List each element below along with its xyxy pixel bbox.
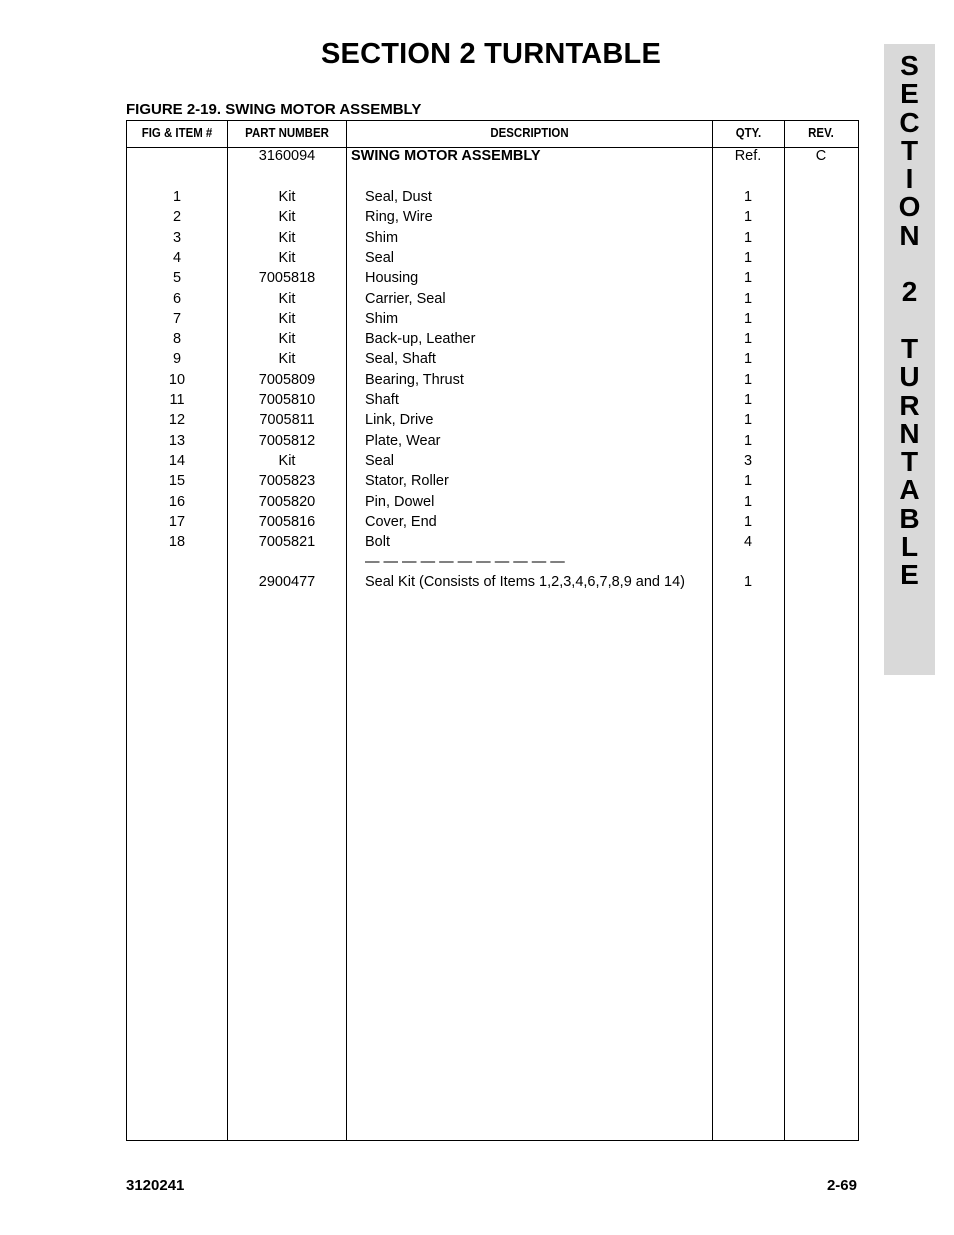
description: SWING MOTOR ASSEMBLY <box>351 148 541 164</box>
table-row <box>127 512 858 532</box>
side-tab-letter: N <box>899 219 920 251</box>
table-row <box>127 349 858 369</box>
quantity: Ref. <box>734 148 762 164</box>
item-number: 2 <box>172 209 182 226</box>
description: Cover, End <box>365 513 437 530</box>
quantity: 1 <box>743 371 753 388</box>
table-row <box>127 309 858 329</box>
table-row <box>127 207 858 227</box>
item-number: 8 <box>172 331 182 348</box>
quantity: 1 <box>743 290 753 307</box>
parts-table <box>126 120 859 1141</box>
part-number: 7005823 <box>258 473 316 490</box>
description: Housing <box>365 270 419 287</box>
description: Stator, Roller <box>365 473 449 490</box>
item-number: 18 <box>168 534 186 551</box>
quantity: 1 <box>743 412 753 429</box>
description: Ring, Wire <box>365 209 433 226</box>
quantity: 3 <box>743 452 753 469</box>
section-side-tab <box>884 44 935 675</box>
description: Seal <box>365 249 395 266</box>
quantity: 4 <box>743 534 753 551</box>
item-number: 7 <box>172 310 182 327</box>
item-number: 10 <box>168 371 186 388</box>
part-number: Kit <box>278 351 296 368</box>
assembly-row <box>127 146 858 166</box>
description: Bolt <box>365 534 390 551</box>
table-row <box>127 390 858 410</box>
side-tab-letter: U <box>899 361 920 393</box>
description: Carrier, Seal <box>365 290 446 307</box>
quantity: 1 <box>743 331 753 348</box>
part-number: 7005809 <box>258 371 316 388</box>
item-number: 14 <box>168 452 186 469</box>
quantity: 1 <box>743 351 753 368</box>
quantity: 1 <box>743 249 753 266</box>
part-number: Kit <box>278 249 296 266</box>
document-number: 3120241 <box>126 1177 185 1194</box>
table-row <box>127 471 858 491</box>
revision: C <box>815 148 827 164</box>
quantity: 1 <box>743 513 753 530</box>
side-tab-letter: I <box>905 163 914 195</box>
part-number: 2900477 <box>258 574 316 590</box>
description: Bearing, Thrust <box>365 371 464 388</box>
quantity: 1 <box>743 310 753 327</box>
part-number: 7005821 <box>258 534 316 551</box>
header-qty: QTY. <box>735 125 762 140</box>
side-tab-letter: L <box>900 531 919 563</box>
separator-dashes: — — — — — — — — — — — <box>365 554 565 570</box>
quantity: 1 <box>743 432 753 449</box>
quantity: 1 <box>743 209 753 226</box>
item-number: 6 <box>172 290 182 307</box>
part-number: 7005818 <box>258 270 316 287</box>
part-number: Kit <box>278 229 296 246</box>
table-row <box>127 370 858 390</box>
description: Seal, Shaft <box>365 351 436 368</box>
side-tab-letter: C <box>899 106 920 138</box>
quantity: 1 <box>743 473 753 490</box>
kit-row <box>127 572 858 592</box>
part-number: Kit <box>278 310 296 327</box>
side-tab-letter: T <box>900 332 919 364</box>
table-row <box>127 451 858 471</box>
side-tab-letter: N <box>899 417 920 449</box>
part-number: Kit <box>278 189 296 205</box>
table-row <box>127 329 858 349</box>
item-number: 1 <box>172 189 182 205</box>
description: Shim <box>365 229 399 246</box>
quantity: 1 <box>743 270 753 287</box>
table-row <box>127 228 858 248</box>
quantity: 1 <box>743 229 753 246</box>
description: Link, Drive <box>365 412 434 429</box>
item-number: 9 <box>172 351 182 368</box>
item-number: 3 <box>172 229 182 246</box>
section-title: SECTION 2 TURNTABLE <box>321 38 661 70</box>
table-row <box>127 268 858 288</box>
table-row <box>127 187 858 207</box>
description: Seal <box>365 452 395 469</box>
quantity: 1 <box>743 189 753 205</box>
side-tab-letters <box>884 52 935 590</box>
part-number: Kit <box>278 209 296 226</box>
part-number: Kit <box>278 331 296 348</box>
side-tab-letter: E <box>900 78 919 110</box>
header-fig-item: FIG & ITEM # <box>141 125 213 140</box>
quantity: 1 <box>743 574 753 590</box>
item-number: 4 <box>172 249 182 266</box>
quantity: 1 <box>743 392 753 408</box>
table-row <box>127 410 858 430</box>
item-number: 16 <box>168 493 186 510</box>
description: Shim <box>365 310 399 327</box>
description: Back-up, Leather <box>365 331 476 348</box>
description: Pin, Dowel <box>365 493 435 510</box>
side-tab-letter: 2 <box>901 276 918 308</box>
header-part-number: PART NUMBER <box>245 125 329 140</box>
part-number: Kit <box>278 452 296 469</box>
separator-row <box>127 552 858 572</box>
item-number: 15 <box>168 473 186 490</box>
part-number: 7005816 <box>258 513 316 530</box>
part-number: 7005811 <box>259 412 315 429</box>
part-number: 3160094 <box>258 148 316 164</box>
side-tab-letter: S <box>900 50 919 81</box>
table-row <box>127 248 858 268</box>
description: Seal, Dust <box>365 189 432 205</box>
quantity: 1 <box>743 493 753 510</box>
part-number: 7005820 <box>258 493 316 510</box>
part-number: Kit <box>278 290 296 307</box>
table-row <box>127 492 858 512</box>
item-number: 12 <box>168 412 186 429</box>
description: Shaft <box>365 392 399 408</box>
header-rev: REV. <box>808 125 834 140</box>
table-row <box>127 431 858 451</box>
part-number: 7005810 <box>258 392 316 408</box>
description: Seal Kit (Consists of Items 1,2,3,4,6,7,8,9 and 14) <box>365 574 685 590</box>
side-tab-letter: B <box>899 502 920 534</box>
page-number: 2-69 <box>826 1177 857 1194</box>
side-tab-letter: R <box>899 389 920 421</box>
table-row <box>127 289 858 309</box>
item-number: 17 <box>168 513 186 530</box>
item-number: 11 <box>169 392 185 408</box>
figure-title: FIGURE 2-19. SWING MOTOR ASSEMBLY <box>126 101 422 118</box>
side-tab-letter: O <box>898 191 921 223</box>
side-tab-letter: A <box>899 474 920 506</box>
side-tab-letter: E <box>900 559 919 591</box>
item-number: 5 <box>172 270 182 287</box>
description: Plate, Wear <box>365 432 441 449</box>
header-description: DESCRIPTION <box>490 125 569 140</box>
item-number: 13 <box>168 432 186 449</box>
side-tab-letter: T <box>900 446 919 478</box>
side-tab-letter: T <box>900 134 919 166</box>
part-number: 7005812 <box>258 432 316 449</box>
table-row <box>127 532 858 552</box>
